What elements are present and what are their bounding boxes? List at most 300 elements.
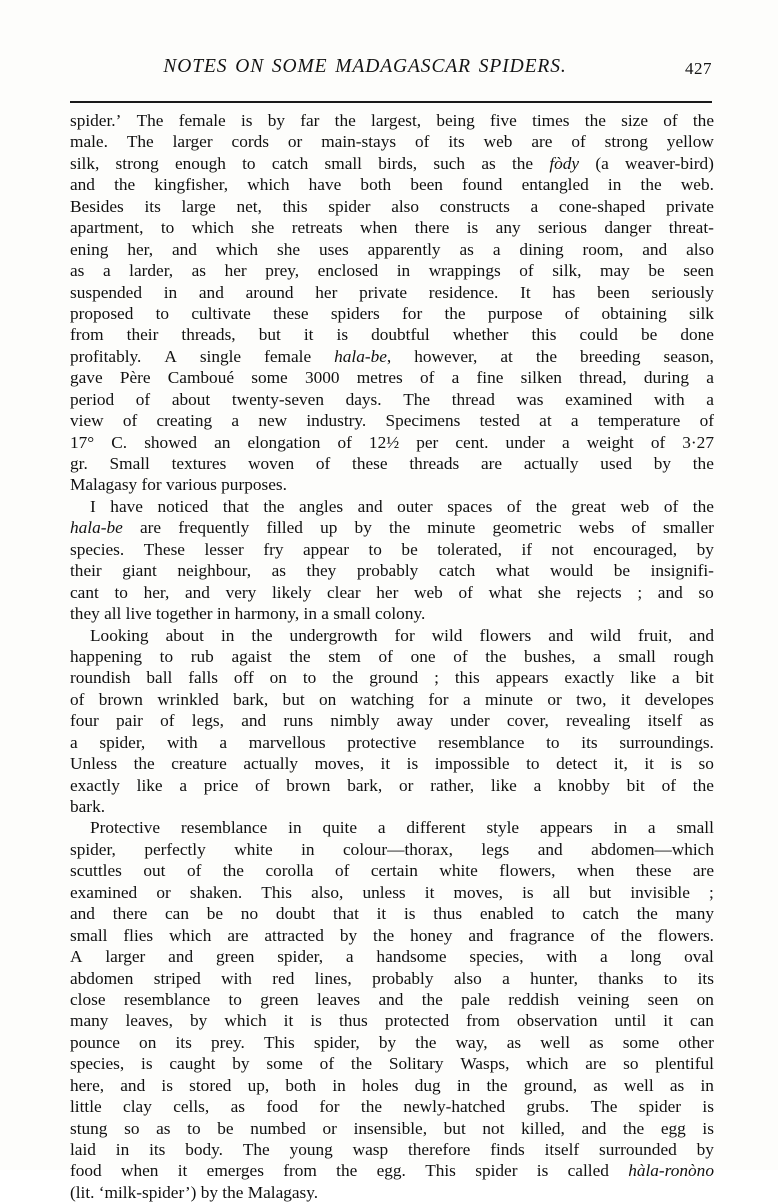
word: in	[288, 818, 302, 838]
word: spider	[475, 1161, 518, 1181]
word: and	[642, 239, 668, 259]
word: private	[665, 196, 714, 216]
word: some	[266, 1054, 303, 1074]
word: not	[482, 1118, 505, 1138]
word: different	[406, 818, 466, 838]
word: caught	[169, 1054, 216, 1074]
word: wrinkled	[157, 689, 219, 709]
word: The	[242, 1140, 270, 1159]
word: flowers.	[657, 925, 714, 945]
word: as	[191, 261, 207, 281]
word: under	[505, 432, 545, 452]
word: brown	[98, 689, 143, 709]
word: of	[663, 496, 679, 516]
word: as	[669, 1075, 685, 1095]
word: cant	[70, 582, 99, 602]
word: by	[354, 518, 372, 538]
word: if	[521, 539, 533, 559]
word: she	[251, 218, 275, 238]
word: spider	[328, 196, 371, 216]
word: hunter,	[530, 968, 578, 988]
word: prey.	[210, 1032, 245, 1052]
word: industry.	[306, 411, 367, 431]
word: small	[70, 925, 108, 945]
word: detect	[556, 754, 598, 774]
word: rough	[673, 646, 714, 666]
word: be	[613, 561, 631, 581]
word: a	[647, 818, 656, 838]
text-line	[70, 432, 714, 453]
word: are	[531, 132, 553, 152]
word: and	[537, 839, 563, 859]
word: seen	[647, 989, 679, 1009]
word: I	[90, 496, 96, 516]
word: in	[163, 282, 178, 302]
page-title: NOTES ON SOME MADAGASCAR SPIDERS.	[163, 56, 567, 77]
word: ening	[70, 239, 109, 259]
text-line: bark.	[70, 797, 106, 816]
word: would	[549, 561, 594, 581]
word: food	[70, 1161, 102, 1181]
word: exactly	[564, 668, 615, 688]
word: Looking	[90, 625, 149, 645]
paragraph	[70, 625, 714, 818]
word: five	[489, 111, 517, 130]
word: rejects	[576, 582, 622, 602]
word: it	[177, 1161, 188, 1181]
word: pale	[461, 989, 490, 1009]
word: bit	[695, 668, 714, 688]
word: woven	[248, 454, 295, 473]
word: A	[70, 947, 83, 967]
word: up,	[247, 1075, 270, 1095]
word: elongation	[247, 432, 321, 452]
word: it	[380, 754, 391, 774]
word: the	[334, 111, 356, 130]
word: the	[389, 518, 411, 538]
word: outer	[397, 496, 433, 516]
word: smaller	[663, 518, 714, 538]
word: to	[242, 153, 256, 173]
word: during	[643, 368, 689, 388]
word: female	[178, 111, 226, 130]
word: it	[283, 1011, 294, 1031]
word: Camboué	[167, 368, 235, 388]
word: of	[255, 775, 270, 795]
word: legs	[481, 839, 510, 859]
word: species,	[70, 1054, 125, 1074]
word: protected	[384, 1011, 450, 1031]
word: so	[124, 1118, 140, 1138]
word: new	[258, 411, 288, 431]
word: probably	[372, 968, 434, 988]
word: examined	[70, 882, 138, 902]
word: invisible	[630, 882, 690, 902]
word: as	[70, 261, 85, 281]
word: spider.’	[70, 111, 122, 130]
text-line	[70, 1096, 714, 1117]
word: season,	[663, 346, 714, 366]
word: and	[171, 239, 197, 259]
word: oval	[684, 947, 714, 967]
word: revealing	[566, 711, 631, 731]
word: encouraged,	[593, 539, 678, 559]
word: It	[520, 282, 531, 302]
word: the	[584, 111, 606, 130]
word: larger	[172, 132, 213, 152]
word: on	[139, 1032, 157, 1052]
word: minute	[427, 518, 476, 538]
text-line	[70, 389, 714, 410]
word: abdomen	[70, 968, 134, 988]
word: as	[230, 1097, 245, 1117]
word: moves,	[314, 754, 365, 774]
word: a	[570, 411, 579, 431]
word: the	[640, 175, 662, 195]
word: species,	[469, 947, 524, 967]
word: around	[245, 282, 294, 302]
word: tolerated,	[437, 539, 502, 559]
word: dug	[414, 1075, 441, 1095]
word: with	[546, 947, 578, 967]
word: cone-shaped	[558, 196, 646, 216]
word: handsome	[376, 947, 447, 967]
word: to	[526, 754, 540, 774]
word: of	[699, 411, 714, 431]
word: giant	[122, 561, 157, 581]
word: protective	[347, 732, 417, 752]
word: marvellous	[248, 732, 326, 752]
word: roundish	[70, 668, 131, 688]
word: the	[289, 646, 311, 666]
text-line	[70, 667, 714, 688]
text-line	[70, 560, 714, 581]
word: these	[352, 454, 388, 473]
word: fruit,	[637, 625, 673, 645]
word: Unless	[70, 754, 118, 774]
word: uses	[318, 239, 349, 259]
word: Small	[109, 454, 150, 473]
word: Père	[119, 368, 151, 388]
word: their	[70, 561, 102, 581]
word: the	[251, 625, 273, 645]
word: there	[414, 218, 450, 238]
word: numbed	[250, 1118, 306, 1138]
word: spider,	[313, 1032, 360, 1052]
word: of	[186, 861, 202, 881]
word: a	[502, 968, 510, 988]
word: long	[630, 947, 662, 967]
word: lesser	[204, 539, 244, 559]
word: larger	[105, 947, 146, 967]
word: by	[190, 1011, 208, 1031]
word: on	[269, 668, 287, 688]
word: of	[337, 432, 352, 452]
word: the	[692, 454, 714, 473]
word: resemblance	[180, 818, 268, 838]
word: resemblance	[438, 732, 525, 752]
word: used	[600, 454, 632, 473]
word: this	[454, 668, 480, 688]
word: this	[531, 325, 557, 345]
word: seriously	[651, 282, 714, 302]
word: under	[450, 711, 490, 731]
running-head	[70, 56, 712, 90]
word: the	[692, 775, 714, 795]
word: as	[506, 1032, 522, 1052]
word: entangled	[521, 175, 589, 195]
word: stung	[70, 1118, 108, 1138]
word: This	[425, 1161, 456, 1181]
word: this	[282, 196, 308, 216]
word: these	[273, 303, 309, 323]
word: the	[692, 496, 714, 516]
word: small	[324, 153, 362, 173]
word: minute	[484, 689, 533, 709]
word: shaken.	[189, 882, 243, 902]
text-line	[70, 453, 714, 474]
word: gr.	[70, 454, 88, 473]
word: by	[339, 925, 358, 945]
word: apparently	[367, 239, 441, 259]
word: small	[618, 646, 656, 666]
word: these	[635, 861, 672, 881]
word: was	[516, 389, 544, 409]
word: thread	[451, 389, 495, 409]
word: but	[258, 325, 281, 345]
word: style	[486, 818, 520, 838]
word: Besides	[70, 196, 124, 216]
word: gave	[70, 368, 103, 388]
word: done	[680, 325, 714, 345]
word: bark,	[347, 775, 383, 795]
word: as	[589, 1032, 604, 1052]
word: surrounded	[599, 1140, 677, 1159]
word: to	[159, 646, 174, 666]
word: 17°	[70, 432, 95, 452]
word: it,	[613, 754, 628, 774]
word: all	[552, 882, 571, 902]
word: veining	[577, 989, 630, 1009]
word: the	[636, 904, 658, 924]
word: cover,	[506, 711, 549, 731]
word: it	[644, 754, 654, 774]
word: wasp	[352, 1140, 389, 1159]
word: it	[303, 325, 314, 345]
word: thread,	[579, 368, 627, 388]
word: fine	[476, 368, 504, 388]
word: and	[70, 175, 95, 195]
text-line	[70, 860, 714, 881]
text-line	[70, 646, 714, 667]
word: the	[535, 496, 557, 516]
text-line	[70, 174, 714, 195]
word: at	[500, 346, 513, 366]
word: residence.	[428, 282, 499, 302]
word: probably	[356, 561, 419, 581]
word: many	[675, 904, 714, 924]
word: webs	[578, 518, 615, 538]
word: the	[692, 111, 714, 130]
word: may	[600, 261, 630, 281]
word: can	[689, 1011, 714, 1031]
word: its	[144, 196, 161, 216]
text-line	[70, 1010, 714, 1031]
word: of	[135, 389, 151, 409]
word: but	[282, 689, 305, 709]
word: their	[126, 325, 159, 345]
word: are	[480, 454, 503, 473]
word: her	[315, 282, 338, 302]
word: she	[537, 582, 561, 602]
word: which	[247, 175, 290, 195]
word: by	[378, 1032, 397, 1052]
word: The	[590, 1097, 618, 1117]
word: it	[424, 882, 435, 902]
text-line	[70, 303, 714, 324]
word: and	[357, 496, 383, 516]
word: what	[495, 561, 530, 581]
text-line	[70, 196, 714, 217]
word: size	[621, 111, 648, 130]
word: abdomen—which	[591, 839, 714, 859]
word: corolla	[265, 861, 314, 881]
word: of	[519, 261, 534, 281]
word: reddish	[508, 989, 560, 1009]
word: actually	[523, 454, 579, 473]
word: which	[215, 239, 259, 259]
word: the	[373, 925, 395, 945]
word: about	[171, 389, 211, 409]
word: is	[240, 111, 253, 130]
word: runs	[283, 711, 314, 731]
text-line	[70, 817, 714, 838]
word: have	[308, 175, 342, 195]
word: male.	[70, 132, 108, 152]
word: and	[468, 925, 494, 945]
word: killed,	[521, 1118, 565, 1138]
word: when	[121, 1161, 159, 1181]
word: silk,	[552, 261, 582, 281]
word: little	[70, 1097, 102, 1117]
word: in	[396, 261, 411, 281]
word: spider,	[277, 947, 324, 967]
word: enough	[175, 153, 226, 173]
word: is	[702, 1118, 714, 1138]
text-line	[70, 1160, 714, 1181]
word: clear	[327, 582, 361, 602]
word: that	[222, 496, 249, 516]
word: in	[332, 1075, 346, 1095]
word: catch	[271, 153, 309, 173]
word: but	[589, 882, 612, 902]
word: and	[120, 1075, 146, 1095]
word: great	[571, 496, 606, 516]
word: or	[156, 882, 171, 902]
word: its	[448, 132, 465, 152]
word: the	[486, 1075, 508, 1095]
word: honey	[410, 925, 453, 945]
word: strong	[115, 153, 159, 173]
word: it	[620, 689, 631, 709]
word: to	[663, 968, 678, 988]
word: thus	[433, 904, 463, 924]
word: geometric	[492, 518, 562, 538]
word: a	[219, 732, 228, 752]
word: ball	[146, 668, 173, 688]
word: the	[263, 496, 285, 516]
word: and	[70, 904, 95, 924]
word: unless	[362, 882, 406, 902]
word: is	[702, 1097, 714, 1117]
word: to	[302, 668, 317, 688]
word: silken	[520, 368, 562, 388]
word: any	[495, 218, 521, 238]
word: and	[548, 625, 574, 645]
word: the	[485, 646, 507, 666]
word: bit	[626, 775, 645, 795]
word: of	[650, 432, 666, 452]
word: purpose	[487, 303, 543, 323]
word: of	[631, 518, 646, 538]
word: bark,	[233, 689, 269, 709]
word: noticed	[157, 496, 209, 516]
word: its	[697, 968, 714, 988]
word: is	[670, 754, 682, 774]
word: single	[199, 346, 242, 366]
word: a	[706, 368, 714, 388]
word: egg	[660, 1118, 686, 1138]
page-number: 427	[685, 59, 712, 78]
word: off	[233, 668, 254, 688]
word: main-stays	[321, 132, 397, 152]
word: spiders	[330, 303, 380, 323]
word: Wasps,	[460, 1054, 510, 1074]
word: for	[319, 1097, 340, 1117]
word: Protective	[90, 818, 161, 838]
word: be	[401, 539, 418, 559]
word: a	[102, 261, 111, 281]
word: to	[155, 303, 170, 323]
word: certain	[370, 861, 418, 881]
word: obtaining	[601, 303, 667, 323]
word: could	[579, 325, 618, 345]
word: in	[301, 839, 315, 859]
word: proposed	[70, 303, 134, 323]
word: the	[332, 668, 354, 688]
text-line	[70, 260, 714, 281]
word: which	[191, 218, 234, 238]
word: the	[336, 1161, 358, 1181]
word: are	[585, 1054, 607, 1074]
word: neighbour,	[177, 561, 252, 581]
word: hala-be	[70, 518, 123, 538]
word: many	[70, 1011, 109, 1031]
word: view	[70, 411, 104, 431]
word: of	[122, 411, 138, 431]
word: when	[576, 861, 615, 881]
word: 3000	[304, 368, 340, 388]
word: as	[593, 1075, 608, 1095]
word: female	[264, 346, 312, 366]
word: developes	[644, 689, 714, 709]
word: threads,	[181, 325, 236, 345]
word: leaves,	[125, 1011, 173, 1031]
word: laid	[70, 1140, 96, 1159]
word: to	[160, 218, 175, 238]
word: hala-be,	[334, 346, 392, 366]
word: so	[698, 582, 714, 602]
